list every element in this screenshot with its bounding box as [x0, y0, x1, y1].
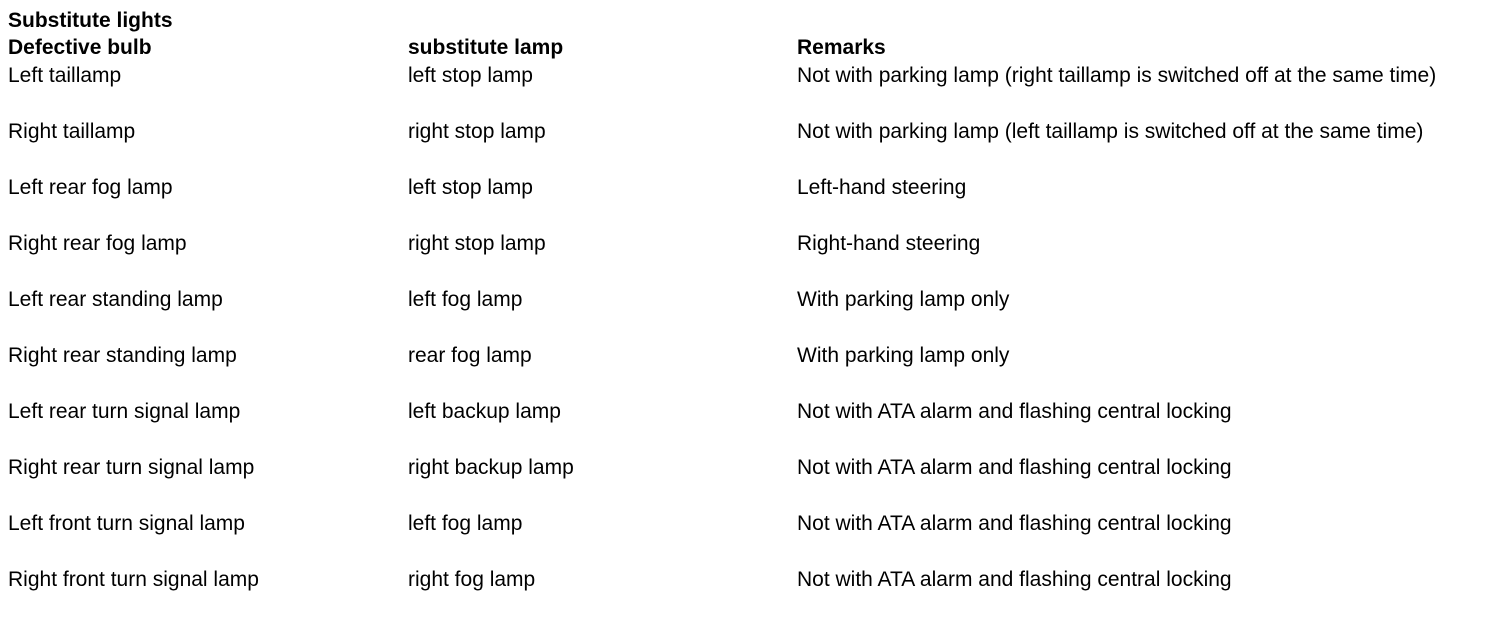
defective-bulb-cell: Left rear fog lamp	[8, 176, 173, 199]
table-row	[8, 454, 1498, 510]
substitute-lamp-cell: rear fog lamp	[408, 344, 532, 367]
substitute-lamp-cell: left fog lamp	[408, 512, 523, 535]
defective-bulb-cell: Left rear turn signal lamp	[8, 400, 241, 423]
header-defective-bulb: Defective bulb	[8, 36, 152, 59]
substitute-lamp-cell: right fog lamp	[408, 568, 536, 591]
table-row	[8, 230, 1498, 286]
table-body	[8, 62, 1498, 622]
substitute-lamp-cell: right stop lamp	[408, 232, 546, 255]
defective-bulb-cell: Right taillamp	[8, 120, 136, 143]
defective-bulb-cell: Left taillamp	[8, 64, 122, 87]
table-row	[8, 398, 1498, 454]
defective-bulb-cell: Right front turn signal lamp	[8, 568, 259, 591]
remarks-cell: With parking lamp only	[797, 344, 1010, 367]
document	[8, 8, 1498, 622]
substitute-lamp-cell: left backup lamp	[408, 400, 561, 423]
remarks-cell: Not with ATA alarm and flashing central locking	[797, 568, 1232, 591]
defective-bulb-cell: Right rear turn signal lamp	[8, 456, 255, 479]
substitute-lamp-cell: left fog lamp	[408, 288, 523, 311]
remarks-cell: Not with parking lamp (right taillamp is switched off at the same time)	[797, 64, 1437, 87]
defective-bulb-cell: Left rear standing lamp	[8, 288, 223, 311]
remarks-cell: With parking lamp only	[797, 288, 1010, 311]
defective-bulb-cell: Right rear standing lamp	[8, 344, 237, 367]
defective-bulb-cell: Left front turn signal lamp	[8, 512, 245, 535]
remarks-cell: Right-hand steering	[797, 232, 981, 255]
remarks-cell: Left-hand steering	[797, 176, 967, 199]
table-row	[8, 62, 1498, 118]
defective-bulb-cell: Right rear fog lamp	[8, 232, 187, 255]
table-row	[8, 342, 1498, 398]
remarks-cell: Not with parking lamp (left taillamp is switched off at the same time)	[797, 120, 1424, 143]
table-row	[8, 510, 1498, 566]
substitute-lamp-cell: left stop lamp	[408, 64, 533, 87]
remarks-cell: Not with ATA alarm and flashing central locking	[797, 400, 1232, 423]
table-row	[8, 286, 1498, 342]
table-header	[8, 34, 1498, 62]
table-row	[8, 118, 1498, 174]
substitute-lamp-cell: right stop lamp	[408, 120, 546, 143]
remarks-cell: Not with ATA alarm and flashing central locking	[797, 512, 1232, 535]
remarks-cell: Not with ATA alarm and flashing central locking	[797, 456, 1232, 479]
document-title: Substitute lights	[8, 9, 173, 32]
header-substitute-lamp: substitute lamp	[408, 36, 564, 59]
table-row	[8, 566, 1498, 622]
header-remarks: Remarks	[797, 36, 886, 59]
table-row	[8, 174, 1498, 230]
substitute-lamp-cell: left stop lamp	[408, 176, 533, 199]
substitute-lamp-cell: right backup lamp	[408, 456, 574, 479]
